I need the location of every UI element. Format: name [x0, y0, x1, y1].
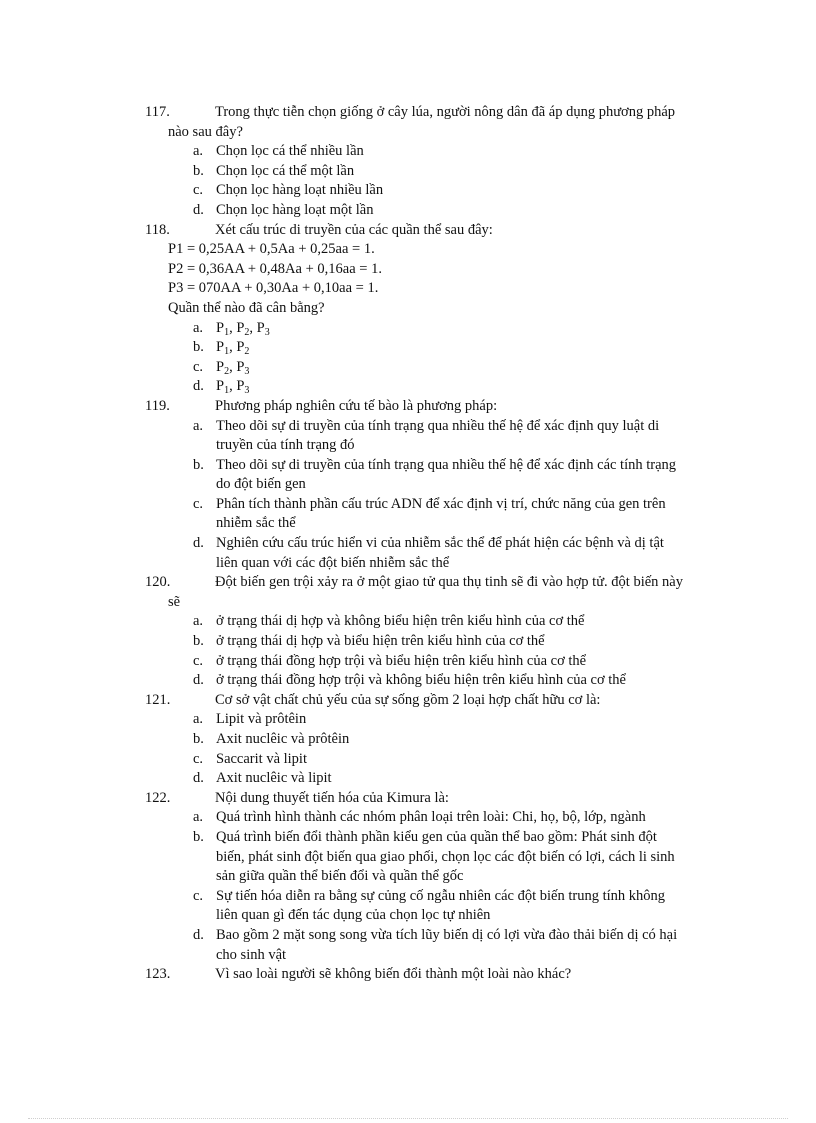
option-d: d. Nghiên cứu cấu trúc hiển vi của nhiễm sắc thể để phát hiện các bệnh và dị tật liên quan với các đột biến nhiễm sắc thể [193, 535, 664, 571]
option-c: c. Sự tiến hóa diễn ra bằng sự củng cố ngẫu nhiên các đột biến trung tính không liên quan gì đến tác dụng của chọn lọc tự nhiên [193, 887, 666, 924]
option-a: a. ở trạng thái dị hợp và không biểu hiện trên kiểu hình của cơ thể [193, 613, 585, 630]
option-b: b. Theo dõi sự di truyền của tính trạng qua nhiều thế hệ để xác định các tính trạng do đột biến gen [193, 456, 677, 493]
question-number: 119. [145, 397, 170, 414]
question-text: Vì sao loài người sẽ không biến đổi thành một loài nào khác? [215, 966, 572, 983]
option-d: d. ở trạng thái đồng hợp trội và không biểu hiện trên kiểu hình của cơ thể [193, 672, 626, 689]
question-number: 118. [145, 221, 170, 238]
option-c: c. Saccarit và lipit [193, 750, 307, 767]
option-b: b. $P_1$, $P_2$ [193, 339, 250, 358]
question-number: 123. [145, 966, 171, 983]
option-a: a. $P_1$, $P_2$, $P_3$ [193, 319, 270, 338]
population-p3: P3 = 070AA + 0,30Aa + 0,10aa = 1. [168, 280, 379, 297]
options-118 [0, 319, 816, 397]
option-c: c. Chọn lọc hàng loạt nhiều lần [193, 182, 384, 199]
option-d: d. Chọn lọc hàng loạt một lần [193, 201, 374, 218]
option-b: b. Axit nuclêic và prôtêin [193, 731, 350, 747]
question-text: Xét cấu trúc di truyền của các quần thể sau đây: [215, 221, 493, 238]
option-d: d. $P_1$, $P_3$ [193, 378, 250, 397]
question-prompt: Quần thể nào đã cân bằng? [168, 299, 325, 316]
question-121 [0, 691, 686, 711]
population-p1: P1 = 0,25AA + 0,5Aa + 0,25aa = 1. [168, 241, 375, 258]
question-text: Nội dung thuyết tiến hóa của Kimura là: [215, 789, 449, 806]
option-b: b. Chọn lọc cá thể một lần [193, 162, 355, 179]
option-c: c. ở trạng thái đồng hợp trội và biểu hiện trên kiểu hình của cơ thể [193, 652, 587, 669]
option-b: b. ở trạng thái dị hợp và biểu hiện trên kiểu hình của cơ thể [193, 633, 545, 650]
question-text: Cơ sở vật chất chủ yếu của sự sống gồm 2 loại hợp chất hữu cơ là: [215, 691, 601, 708]
options-120 [0, 612, 816, 690]
option-d: d. Axit nuclêic và lipit [193, 770, 332, 787]
question-122 [0, 789, 686, 809]
option-c: c. Phân tích thành phần cấu trúc ADN để xác định vị trí, chức năng của gen trên nhiễm sắc thể [193, 495, 666, 532]
question-119 [0, 397, 686, 417]
options-122 [0, 808, 816, 965]
option-subscript-text: $P_1$, $P_3$ [216, 378, 250, 397]
document-page [0, 103, 816, 985]
options-121 [0, 710, 816, 788]
options-119 [0, 417, 816, 574]
question-123 [0, 965, 686, 985]
option-c: c. $P_2$, $P_3$ [193, 358, 250, 377]
option-b: b. Quá trình biến đổi thành phần kiểu gen của quần thể bao gồm: Phát sinh đột biến, phát sinh đột biến qua giao phối, chọn lọc các đột biến có lợi, cách li sinh sản giữa quần thể biến đổi và quần thể gốc [193, 828, 675, 885]
population-p2: P2 = 0,36AA + 0,48Aa + 0,16aa = 1. [168, 260, 382, 277]
option-a: a. Lipit và prôtêin [193, 711, 307, 728]
question-number: 122. [145, 789, 171, 806]
question-number: 121. [145, 691, 171, 708]
option-a: a. Chọn lọc cá thể nhiều lần [193, 143, 364, 160]
page-bottom-divider [28, 1118, 788, 1119]
question-118 [0, 221, 686, 241]
options-117 [0, 142, 816, 220]
option-d: d. Bao gồm 2 mặt song song vừa tích lũy biến dị có lợi vừa đào thải biến dị có hại cho sinh vật [193, 926, 678, 963]
option-a: a. Quá trình hình thành các nhóm phân loại trên loài: Chi, họ, bộ, lớp, ngành [193, 809, 646, 826]
question-120 [0, 573, 686, 612]
question-text: Phương pháp nghiên cứu tế bào là phương pháp: [215, 397, 498, 414]
question-number: 117. [145, 104, 170, 120]
option-subscript-text: $P_2$, $P_3$ [216, 358, 250, 377]
question-text: Trong thực tiễn chọn giống ở cây lúa, người nông dân đã áp dụng phương pháp nào sau đây? [168, 104, 676, 140]
option-subscript-text: $P_1$, $P_2$, $P_3$ [216, 319, 270, 338]
question-number: 120. [145, 574, 171, 591]
question-117 [0, 103, 686, 142]
question-text: Đột biến gen trội xảy ra ở một giao tử qua thụ tinh sẽ đi vào hợp tử. đột biến này sẽ [168, 574, 683, 610]
option-subscript-text: $P_1$, $P_2$ [216, 339, 250, 358]
option-a: a. Theo dõi sự di truyền của tính trạng qua nhiều thế hệ để xác định quy luật di truyền của tính trạng đó [193, 417, 660, 454]
